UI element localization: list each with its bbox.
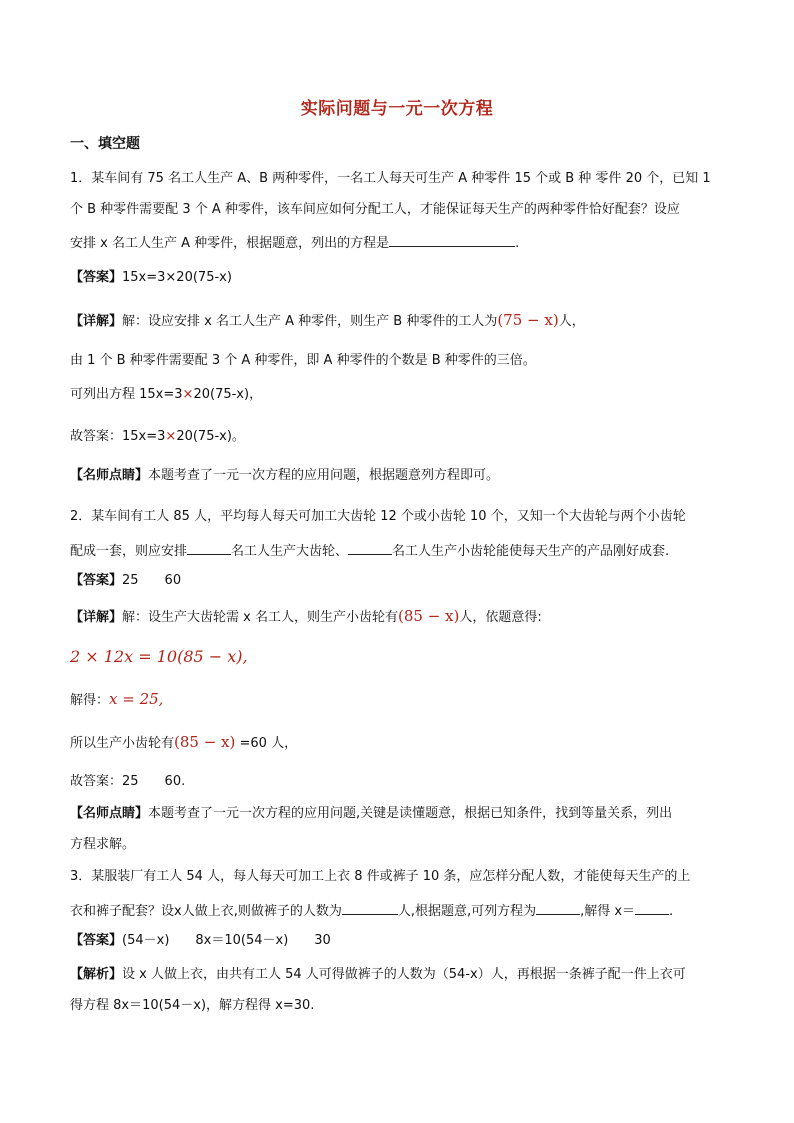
detail-text: 20(75-x)。	[176, 429, 245, 444]
q2-tip-line-2: 方程求解。	[70, 837, 136, 852]
q2-detail-line-1	[70, 607, 542, 627]
tip-text: 本题考查了一元一次方程的应用问题，根据题意列方程即可。	[148, 468, 500, 483]
math-expression: x = 25,	[109, 690, 164, 708]
q2-blank-1	[187, 540, 231, 555]
q1-answer	[70, 269, 232, 287]
q1-stem-line-2: 个 B 种零件需要配 3 个 A 种零件，该车间应如何分配工人，才能保证每天生产的两种零件恰好配套？设应	[70, 202, 680, 217]
analysis-tag: 【解析】	[70, 967, 123, 982]
detail-text: =60 人，	[235, 736, 298, 751]
math-expression: (85 − x)	[397, 607, 460, 625]
q3-stem-text: ,解得 x＝	[580, 904, 636, 919]
q2-stem-text: 名工人生产小齿轮能使每天生产的产品刚好成套.	[392, 544, 670, 559]
section-heading: 一、填空题	[70, 136, 140, 152]
q1-answer-blank	[389, 232, 515, 247]
q1-detail-line-1	[70, 311, 585, 331]
tip-tag: 【名师点睛】	[70, 806, 149, 821]
q3-stem-text: 衣和裤子配套？设x人做上衣,则做裤子的人数为	[70, 904, 342, 919]
q3-stem-text: 人,根据题意,可列方程为	[397, 904, 537, 919]
q1-detail-line-4	[70, 428, 245, 446]
detail-tag: 【详解】	[70, 610, 123, 625]
tip-text: 本题考查了一元一次方程的应用问题,关键是读懂题意，根据已知条件，找到等量关系，列出	[148, 806, 673, 821]
times-sign: ×	[165, 429, 177, 444]
answer-tag: 【答案】	[70, 573, 123, 588]
q1-stem-line-1: 1．某车间有 75 名工人生产 A、B 两种零件，一名工人每天可生产 A 种零件 15 个或 B 种 零件 20 个，已知 1	[70, 171, 711, 186]
detail-text: 20(75-x)，	[193, 387, 263, 402]
times-sign: ×	[182, 387, 194, 402]
math-expression: (85 − x)	[174, 733, 236, 751]
tip-tag: 【名师点睛】	[70, 468, 149, 483]
detail-text: 故答案：15x=3	[70, 429, 166, 444]
detail-text: 可列出方程 15x=3	[70, 387, 183, 402]
q2-answer	[70, 572, 181, 590]
math-expression: (75 − x)	[497, 311, 559, 329]
detail-text: 人，	[558, 314, 585, 329]
q3-analysis-line-2: 得方程 8x＝10(54－x)，解方程得 x=30.	[70, 998, 315, 1013]
detail-tag: 【详解】	[70, 314, 123, 329]
q3-analysis-line-1	[70, 966, 686, 984]
answer-tag: 【答案】	[70, 933, 123, 948]
q2-stem-line-1: 2．某车间有工人 85 人，平均每人每天可加工大齿轮 12 个或小齿轮 10 个，又知一个大齿轮与两个小齿轮	[70, 509, 686, 524]
math-equation: 2 × 12x = 10(85 − x),	[70, 647, 248, 666]
q1-detail-line-3	[70, 386, 262, 404]
q1-stem-line-3	[70, 232, 519, 253]
detail-text: 解：设应安排 x 名工人生产 A 种零件，则生产 B 种零件的工人为	[122, 314, 498, 329]
q2-blank-2	[348, 540, 392, 555]
answer-text: 25 60	[122, 573, 182, 588]
detail-text: 所以生产小齿轮有	[70, 736, 175, 751]
q2-stem-text: 名工人生产大齿轮、	[231, 544, 349, 559]
q2-final: 故答案：25 60.	[70, 774, 186, 789]
q3-blank-3	[635, 900, 669, 915]
detail-text: 人，依题意得:	[459, 610, 542, 625]
q2-small-gears	[70, 733, 297, 753]
answer-text: (54－x) 8x＝10(54－x) 30	[122, 933, 331, 948]
q3-blank-2	[536, 900, 580, 915]
q1-detail-line-2: 由 1 个 B 种零件需要配 3 个 A 种零件，即 A 种零件的个数是 B 种零件的三倍。	[70, 353, 536, 368]
analysis-text: 设 x 人做上衣，由共有工人 54 人可得做裤子的人数为（54-x）人，再根据一条裤子配一件上衣可	[122, 967, 686, 982]
answer-tag: 【答案】	[70, 270, 123, 285]
q2-equation	[70, 648, 248, 668]
q3-stem-line-1: 3．某服装厂有工人 54 人，每人每天可加工上衣 8 件或裤子 10 条，应怎样分配人数，才能使每天生产的上	[70, 869, 691, 884]
q3-stem-line-2	[70, 900, 673, 921]
q2-solution	[70, 690, 163, 710]
detail-text: 解：设生产大齿轮需 x 名工人，则生产小齿轮有	[122, 610, 398, 625]
q3-answer	[70, 932, 331, 950]
q1-stem-text: 安排 x 名工人生产 A 种零件，根据题意，列出的方程是	[70, 236, 390, 251]
q3-blank-1	[342, 900, 398, 915]
q3-stem-end: .	[669, 904, 674, 919]
q1-tip	[70, 467, 499, 485]
q2-tip-line-1	[70, 805, 672, 823]
q1-stem-end: .	[515, 236, 520, 251]
answer-text: 15x=3×20(75-x)	[122, 270, 232, 285]
q2-stem-line-2	[70, 540, 669, 561]
page-title: 实际问题与一元一次方程	[300, 99, 494, 119]
detail-text: 解得：	[70, 693, 110, 708]
q2-stem-text: 配成一套，则应安排	[70, 544, 188, 559]
